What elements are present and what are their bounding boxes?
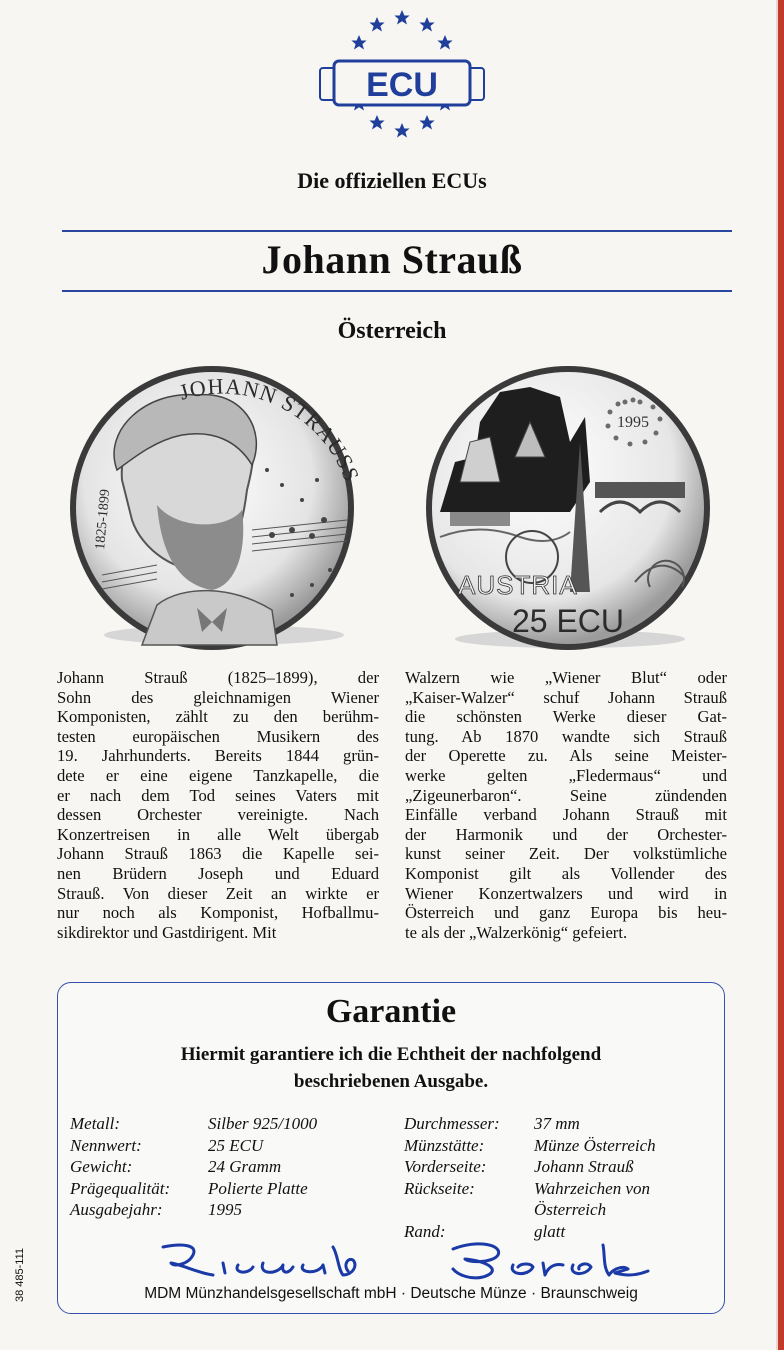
spec-label: Vorderseite:	[404, 1157, 487, 1176]
article-line: er nach dem Tod seines Vaters mit	[57, 785, 379, 805]
article-line: kunst seiner Zeit. Der volkstümliche	[405, 844, 727, 864]
spec-value: Johann Strauß	[534, 1157, 634, 1176]
article-line: 19. Jahrhunderts. Bereits 1844 grün-	[57, 746, 379, 766]
article-line: Walzern wie „Wiener Blut“ oder	[405, 668, 727, 687]
ecu-logo	[312, 6, 492, 156]
coin-reverse	[420, 362, 720, 652]
spec-values	[208, 1113, 317, 1221]
article-line: dessen Orchester vereinigte. Nach	[57, 805, 379, 825]
article-line: Österreich und ganz Europa bis heu-	[405, 903, 727, 923]
spec-values	[534, 1113, 656, 1242]
article-line: nen Brüdern Joseph und Eduard	[57, 863, 379, 883]
spec-label: Rand:	[404, 1221, 446, 1241]
spec-value: Österreich	[534, 1200, 607, 1219]
bottom-rule	[62, 290, 732, 292]
country-heading: Österreich	[337, 318, 447, 344]
spec-label: Münzstätte:	[404, 1135, 485, 1155]
article-line: Johann Strauß (1825–1899), der	[57, 668, 379, 687]
article-line: Wiener Konzertwalzers und wird in	[405, 883, 727, 903]
series-subtitle: Die offiziellen ECUs	[297, 168, 487, 193]
article-line: te als der „Walzerkönig“ gefeiert.	[405, 922, 628, 942]
article-line: tung. Ab 1870 wandte sich Strauß	[405, 726, 727, 746]
guarantee-title: Garantie	[325, 993, 457, 1030]
spec-label: Rückseite:	[404, 1178, 475, 1198]
guarantee-statement-line: beschriebenen Ausgabe.	[293, 1071, 489, 1092]
reverse-year: 1995	[617, 414, 649, 431]
article-line: Einfälle verband Johann Strauß mit	[405, 805, 727, 825]
signature	[153, 1235, 673, 1285]
spec-label: Nennwert:	[70, 1135, 142, 1155]
article-line: dete er eine eigene Tanzkapelle, die	[57, 765, 379, 785]
spec-labels	[404, 1113, 534, 1242]
spec-label: Metall:	[70, 1114, 121, 1133]
logo-text: ECU	[366, 66, 438, 104]
obverse-dates: 1825-1899	[93, 488, 114, 551]
spec-value: Wahrzeichen von	[534, 1178, 650, 1198]
spec-value: Münze Österreich	[534, 1135, 656, 1155]
spec-label: Ausgabejahr:	[70, 1200, 163, 1219]
spec-label: Gewicht:	[70, 1157, 133, 1176]
reverse-country-label: AUSTRIA	[458, 570, 578, 600]
article-line: Komponisten, zählt zu den berühm-	[57, 707, 379, 727]
spec-value: 37 mm	[534, 1114, 580, 1133]
article-line: der Harmonik und der Orchester-	[405, 824, 727, 844]
article-line: Strauß. Von dieser Zeit an wirkte er	[57, 883, 379, 903]
guarantee-statement-line: Hiermit garantiere ich die Echtheit der nachfolgend	[180, 1044, 602, 1065]
article-line: Sohn des gleichnamigen Wiener	[57, 687, 379, 707]
spec-labels	[70, 1113, 208, 1221]
article-line: testen europäischen Musikern des	[57, 726, 379, 746]
guarantee-statement	[98, 1041, 684, 1095]
issuer-line: MDM Münzhandelsgesellschaft mbH · Deutsche Münze · Braunschweig	[144, 1285, 638, 1302]
spec-value: glatt	[534, 1221, 566, 1241]
page-title: Johann Strauß	[261, 237, 523, 282]
guarantee-box	[57, 982, 725, 1314]
spec-label	[404, 1199, 534, 1221]
article-line: Johann Strauß 1863 die Kapelle sei-	[57, 844, 379, 864]
article-line: nur noch als Komponist, Hofballmu-	[57, 903, 379, 923]
spec-value: Polierte Platte	[208, 1178, 308, 1198]
spec-value: 1995	[208, 1200, 242, 1219]
top-rule	[62, 230, 732, 232]
article-line: „Zigeunerbaron“. Seine zündenden	[405, 785, 727, 805]
article-line: werke gelten „Fledermaus“ und	[405, 765, 727, 785]
article-column-left	[57, 668, 379, 942]
coin-obverse	[62, 360, 372, 650]
article-line: Komponist gilt als Vollender des	[405, 863, 727, 883]
spec-label: Durchmesser:	[404, 1114, 500, 1133]
article-line: „Kaiser-Walzer“ schuf Johann Strauß	[405, 687, 727, 707]
specs-left	[70, 1113, 317, 1221]
article-line: der Operette zu. Als seine Meister-	[405, 746, 727, 766]
article-column-right	[405, 668, 727, 942]
article-line: die schönsten Werke dieser Gat-	[405, 707, 727, 727]
specs-right	[404, 1113, 656, 1242]
spec-value: Silber 925/1000	[208, 1114, 318, 1133]
page-edge	[778, 0, 784, 1350]
article-line: Konzertreisen in alle Welt übergab	[57, 824, 379, 844]
article-line: sikdirektor und Gastdirigent. Mit	[57, 922, 277, 942]
spec-value: 24 Gramm	[208, 1157, 282, 1176]
reverse-denomination: 25 ECU	[511, 603, 625, 639]
spec-label: Prägequalität:	[70, 1178, 171, 1198]
spec-value: 25 ECU	[208, 1135, 264, 1155]
article-number: 38 485-111	[14, 1247, 26, 1302]
obverse-inscription: JOHANN STRAUSS	[176, 373, 365, 486]
